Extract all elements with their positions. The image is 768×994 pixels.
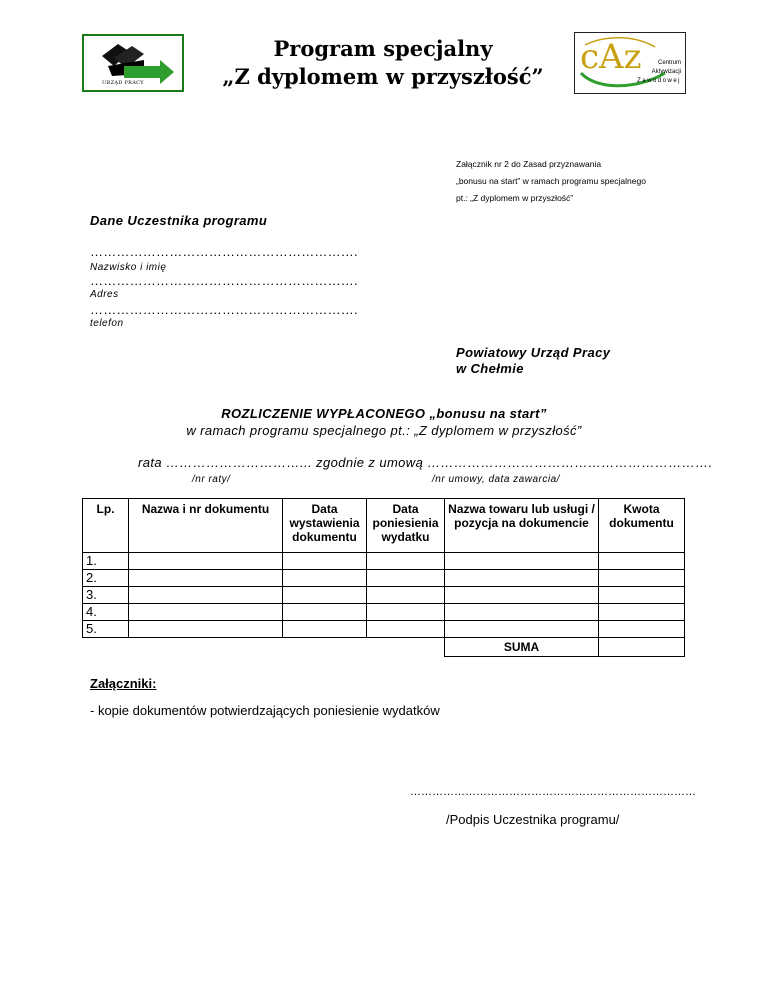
rata-line: rata …………………………... zgodnie z umową ………………………………………………………. bbox=[138, 455, 713, 470]
cell-amount[interactable] bbox=[599, 587, 685, 604]
address-label: Adres bbox=[90, 289, 119, 300]
cell-issue-date[interactable] bbox=[283, 570, 367, 587]
sum-spacer bbox=[129, 638, 283, 657]
caz-monogram: cAz bbox=[580, 37, 642, 77]
sum-spacer bbox=[283, 638, 367, 657]
table-row bbox=[83, 604, 685, 621]
settlement-title: ROZLICZENIE WYPŁACONEGO „bonusu na start” bbox=[221, 406, 547, 421]
header-lp: Lp. bbox=[83, 499, 129, 553]
umowa-label: /nr umowy, data zawarcia/ bbox=[432, 474, 560, 485]
address-dots: ……………………………………………………. bbox=[90, 273, 358, 288]
phone-dots: ……………………………………………………. bbox=[90, 302, 358, 317]
page-title-line2: „Z dyplomem w przyszłość” bbox=[222, 64, 544, 89]
sum-spacer bbox=[83, 638, 129, 657]
name-label: Nazwisko i imię bbox=[90, 262, 167, 273]
page-title-line1: Program specjalny bbox=[273, 36, 493, 61]
urzad-pracy-logo bbox=[82, 34, 184, 92]
phone-label: telefon bbox=[90, 318, 124, 329]
cell-expense-date[interactable] bbox=[367, 570, 445, 587]
table-row bbox=[83, 553, 685, 570]
cell-expense-date[interactable] bbox=[367, 604, 445, 621]
header-amount: Kwota dokumentu bbox=[599, 499, 685, 553]
cell-amount[interactable] bbox=[599, 604, 685, 621]
cell-issue-date[interactable] bbox=[283, 621, 367, 638]
header-item-name: Nazwa towaru lub usługi / pozycja na dokumencie bbox=[445, 499, 599, 553]
cell-amount[interactable] bbox=[599, 553, 685, 570]
cell-item-name[interactable] bbox=[445, 570, 599, 587]
cell-expense-date[interactable] bbox=[367, 587, 445, 604]
recipient-line1: Powiatowy Urząd Pracy bbox=[456, 345, 611, 360]
cell-issue-date[interactable] bbox=[283, 587, 367, 604]
attachments-item: - kopie dokumentów potwierdzających poniesienie wydatków bbox=[90, 703, 440, 718]
recipient-line2: w Chełmie bbox=[456, 361, 524, 376]
caz-line-1: Centrum bbox=[657, 60, 681, 66]
sum-spacer bbox=[367, 638, 445, 657]
cell-item-name[interactable] bbox=[445, 587, 599, 604]
rata-label: /nr raty/ bbox=[192, 474, 231, 485]
sum-amount-cell[interactable] bbox=[599, 638, 685, 657]
cell-document-name[interactable] bbox=[129, 604, 283, 621]
table-header-row bbox=[83, 499, 685, 553]
attachments-heading: Załączniki: bbox=[90, 676, 157, 691]
row-number: 1. bbox=[83, 553, 129, 570]
header-expense-date: Data poniesienia wydatku bbox=[367, 499, 445, 553]
cell-expense-date[interactable] bbox=[367, 621, 445, 638]
left-logo-caption: URZĄD PRACY bbox=[102, 80, 144, 86]
row-number: 5. bbox=[83, 621, 129, 638]
row-number: 2. bbox=[83, 570, 129, 587]
cell-item-name[interactable] bbox=[445, 621, 599, 638]
attachment-note-line2: „bonusu na start” w ramach programu specjalnego bbox=[456, 176, 646, 186]
table-row bbox=[83, 621, 685, 638]
attachment-note-line3: pt.: „Z dyplomem w przyszłość” bbox=[456, 193, 574, 203]
cell-document-name[interactable] bbox=[129, 570, 283, 587]
cell-document-name[interactable] bbox=[129, 621, 283, 638]
row-number: 3. bbox=[83, 587, 129, 604]
header-issue-date: Data wystawienia dokumentu bbox=[283, 499, 367, 553]
documents-table bbox=[82, 498, 685, 657]
settlement-subtitle: w ramach programu specjalnego pt.: „Z dyplomem w przyszłość” bbox=[186, 423, 582, 438]
caz-logo bbox=[574, 32, 686, 94]
caz-line-2: Aktywizacji bbox=[651, 69, 681, 75]
signature-dots: …………………………………………………………………… bbox=[410, 786, 696, 798]
table-row bbox=[83, 570, 685, 587]
cell-amount[interactable] bbox=[599, 570, 685, 587]
caz-line-3: Zawodowej bbox=[637, 78, 681, 84]
cell-item-name[interactable] bbox=[445, 604, 599, 621]
cell-issue-date[interactable] bbox=[283, 553, 367, 570]
participant-heading: Dane Uczestnika programu bbox=[90, 213, 268, 228]
table-row bbox=[83, 587, 685, 604]
attachment-note-line1: Załącznik nr 2 do Zasad przyznawania bbox=[456, 159, 602, 169]
cell-document-name[interactable] bbox=[129, 553, 283, 570]
cell-amount[interactable] bbox=[599, 621, 685, 638]
cell-document-name[interactable] bbox=[129, 587, 283, 604]
cell-expense-date[interactable] bbox=[367, 553, 445, 570]
sum-row bbox=[83, 638, 685, 657]
cell-item-name[interactable] bbox=[445, 553, 599, 570]
signature-label: /Podpis Uczestnika programu/ bbox=[446, 812, 620, 827]
cell-issue-date[interactable] bbox=[283, 604, 367, 621]
sum-label: SUMA bbox=[445, 638, 599, 657]
row-number: 4. bbox=[83, 604, 129, 621]
name-dots: ……………………………………………………. bbox=[90, 244, 358, 259]
header-document-name: Nazwa i nr dokumentu bbox=[129, 499, 283, 553]
